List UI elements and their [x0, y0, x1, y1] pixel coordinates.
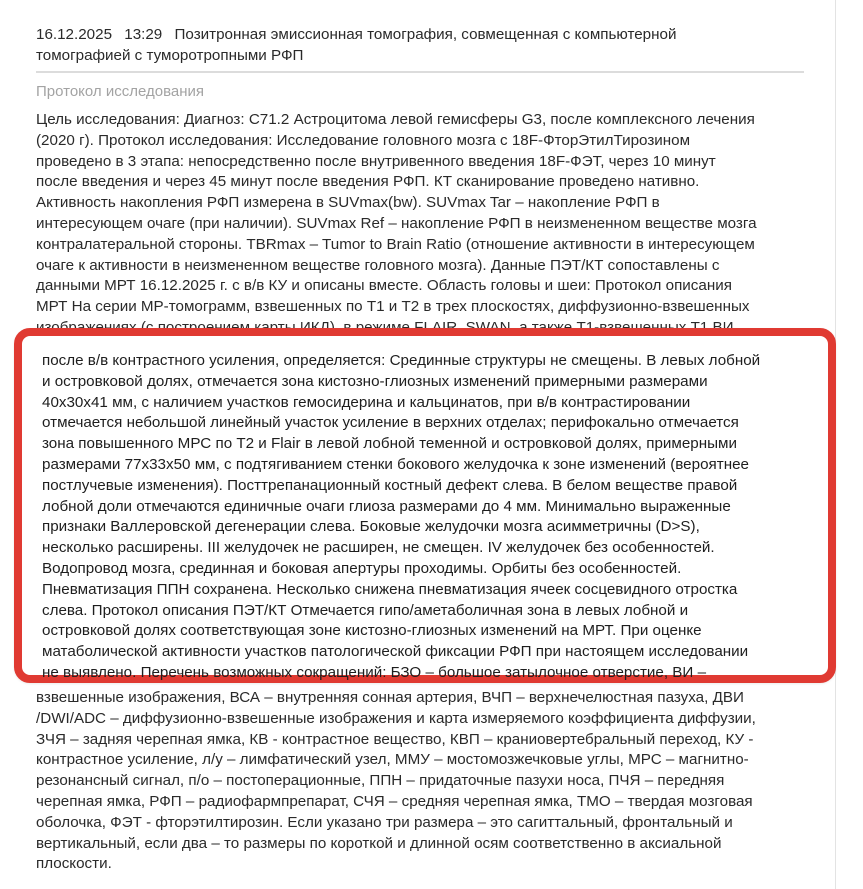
highlight-line: 40х30х41 мм, с наличием участков гемосидерина и кальцинатов, при в/в контрастировании — [42, 393, 691, 411]
report-line: проведено в 3 этапа: непосредственно после внутривенного введения 18F-ФЭТ, через 10 минут — [36, 152, 716, 170]
report-line: взвешенные изображения, ВСА – внутренняя сонная артерия, ВЧП – верхнечелюстная пазуха, ДВИ — [36, 690, 744, 706]
report-line: МРТ На серии МР-томограмм, взвешенных по Т1 и Т2 в трех плоскостях, диффузионно-взвешенных — [36, 298, 750, 316]
highlight-line: не выявлено. Перечень возможных сокращений: БЗО – большое затылочное отверстие, ВИ – — [42, 663, 707, 681]
highlight-line: слева. Протокол описания ПЭТ/КТ Отмечается гипо/аметаболичная зона в левых лобной и — [42, 601, 689, 619]
highlight-line: размерами 77х33х50 мм, с подтягиванием стенки бокового желудочка к зоне изменений (вероятнее — [42, 455, 749, 473]
section-label: Протокол исследования — [36, 83, 205, 100]
report-line: контралатеральной стороны. TBRmax – Tumor to Brain Ratio (отношение активности в интересующем — [36, 235, 755, 253]
highlight-line: лобной доли отмечаются единичные очаги глиоза размерами до 4 мм. Минимально выраженные — [42, 497, 731, 515]
highlight-line: после в/в контрастного усиления, определяется: Срединные структуры не смещены. В левых лобной — [42, 352, 761, 369]
report-line: черепная ямка, РФП – радиофармпрепарат, СЧЯ – средняя черепная ямка, ТМО – твердая мозговая — [36, 792, 753, 810]
highlight-line: Пневматизация ППН сохранена. Несколько снижена пневматизация ячеек сосцевидного отростка — [42, 580, 738, 598]
study-time: 13:29 — [124, 26, 163, 43]
highlight-line: Водопровод мозга, срединная и боковая апертуры проходимы. Орбиты без особенностей. — [42, 559, 682, 577]
highlight-line: и островковой долях, отмечается зона кистозно-глиозных изменений примерными размерами — [42, 372, 708, 390]
highlight-text — [42, 351, 818, 684]
report-bottom-clip — [0, 690, 863, 889]
report-line: очаге к активности в неизмененном веществе головного мозга). Данные ПЭТ/КТ сопоставлены с — [36, 256, 720, 274]
report-line: оболочка, ФЭТ - фторэтилтирозин. Если указано три размера – это сагиттальный, фронтальный и — [36, 813, 733, 831]
study-title-line1: Позитронная эмиссионная томография, совмещенная с компьютерной — [174, 26, 677, 43]
report-line: резонансный сигнал, п/о – постоперационные, ППН – придаточные пазухи носа, ПЧЯ – передняя — [36, 772, 725, 790]
study-date: 16.12.2025 — [36, 26, 113, 43]
report-line: ЗЧЯ – задняя черепная ямка, КВ - контрастное вещество, КВП – краниовертебральный переход, КУ - — [36, 730, 754, 748]
report-line: данными МРТ 16.12.2025 г. с в/в КУ и описаны вместе. Область головы и шеи: Протокол описания — [36, 277, 732, 295]
highlight-callout — [14, 328, 836, 683]
report-line: /DWI/ADC – диффузионно-взвешенные изображения и карта измеряемого коэффициента диффузии, — [36, 709, 756, 727]
report-line: вертикальный, если два – то размеры по короткой и длинной осям соответственно в аксиальной — [36, 834, 722, 852]
highlight-line: зона повышенного МРС по Т2 и Flair в левой лобной теменной и островковой долях, примерными — [42, 435, 737, 453]
report-line: плоскости. — [36, 855, 112, 873]
highlight-line: несколько расширены. III желудочек не расширен, не смещен. IV желудочек без особенностей. — [42, 539, 715, 557]
report-line: (2020 г). Протокол исследования: Исследование головного мозга с 18F-ФторЭтилТирозином — [36, 131, 691, 149]
report-line: интересующем очаге (при наличии). SUVmax Ref – накопление РФП в неизмененном веществе мозга — [36, 214, 757, 232]
report-line: после введения и через 45 минут после введения РФП. КТ сканирование проведено нативно. — [36, 173, 700, 191]
highlight-line: отмечается небольшой линейный участок усиление в верхних отделах; перифокально отмечается — [42, 414, 739, 432]
report-line: контрастное усиление, л/у – лимфатический узел, ММУ – мостомозжечковые углы, МРС – магнитно- — [36, 751, 749, 769]
highlight-line: островковой долях соответствующая зоне кистозно-глиозных изменений на МРТ. При оценке — [42, 622, 702, 640]
report-line: Активность накопления РФП измерена в SUVmax(bw). SUVmax Tar – накопление РФП в — [36, 194, 660, 212]
report-text-top — [36, 110, 806, 336]
report-text-bottom — [36, 690, 806, 875]
highlight-line: матаболической активности участков патологической фиксации РФП при настоящем исследовании — [42, 643, 749, 661]
report-line: Цель исследования: Диагноз: С71.2 Астроцитома левой гемисферы G3, после комплексного лечения — [36, 111, 755, 128]
highlight-line: постлучевые изменения). Посттрепанационный костный дефект слева. В белом веществе правой — [42, 476, 738, 494]
report-top-clip — [0, 0, 863, 336]
study-title-line2: томографией с туморотропными РФП — [36, 47, 304, 64]
highlight-line: признаки Валлеровской дегенерации слева. Боковые желудочки мозга асимметричны (D>S), — [42, 518, 700, 536]
